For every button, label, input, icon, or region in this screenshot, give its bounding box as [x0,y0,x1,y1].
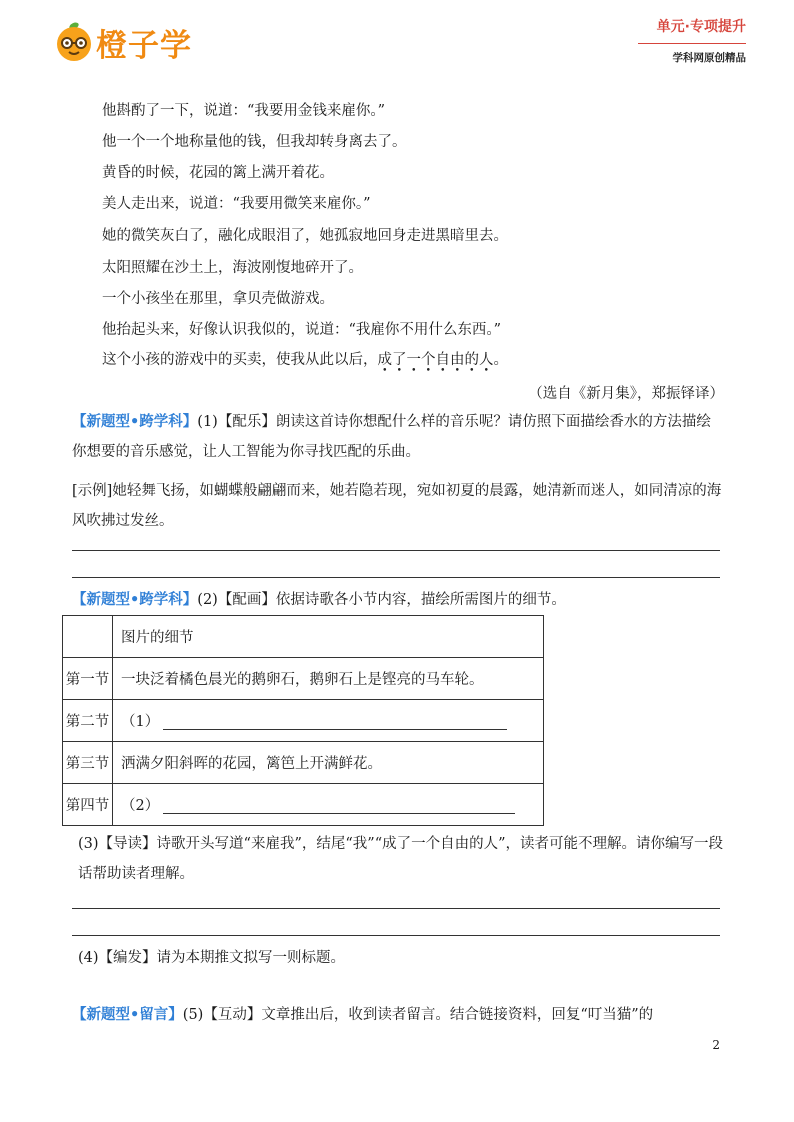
detail-cell: 洒满夕阳斜晖的花园，篱笆上开满鲜花。 [113,742,544,784]
poem-line: 她的微笑灰白了，融化成眼泪了，她孤寂地回身走进黑暗里去。 [102,228,508,244]
header-right [638,16,746,65]
poem-line: 美人走出来，说道：“我要用微笑来雇你。” [102,196,371,212]
poem-last-line [102,348,508,369]
answer-line[interactable] [72,577,720,578]
detail-cell: 一块泛着橘色晨光的鹅卵石，鹅卵石上是铿亮的马车轮。 [113,658,544,700]
table-header-row [63,616,544,658]
answer-line[interactable] [72,935,720,936]
answer-blank[interactable] [163,799,515,814]
blank-label: （1） [121,714,160,730]
poem-line: 一个小孩坐在那里，拿贝壳做游戏。 [102,291,334,307]
emphasis-char: 成 [377,352,392,368]
answer-line[interactable] [72,550,720,551]
table-header-cell: 图片的细节 [113,616,544,658]
unit-tag: 单元·专项提升 [656,19,746,35]
question-5-text: (5)【互动】文章推出后，收到读者留言。结合链接资料，回复“叮当猫”的 [182,1007,654,1023]
brand-name: 橙子学 [96,28,192,64]
question-tag: 【新题型•跨学科】 [72,591,198,608]
poem-last-line-prefix: 这个小孩的游戏中的买卖，使我从此以后， [102,352,378,368]
question-tag: 【新题型•留言】 [72,1006,183,1023]
question-3: (3)【导读】诗歌开头写道“来雇我”，结尾“我”“成了一个自由的人”，读者可能不理解。请你编写一段话帮助读者理解。 [78,836,724,882]
page-number: 2 [712,1038,720,1052]
emphasis-char: 一 [406,352,421,368]
table-header-cell [63,616,113,658]
question-1-text: (1)【配乐】朗读这首诗你想配什么样的音乐呢？请仿照下面描绘香水的方法描绘你想要的音乐感觉，让人工智能为你寻找匹配的乐曲。 [72,414,711,460]
poem-source: （选自《新月集》，郑振铎译） [528,386,724,402]
poem-line: 他抬起头来，好像认识我似的，说道：“我雇你不用什么东西。” [102,322,502,338]
poem-line: 他斟酌了一下，说道：“我要用金钱来雇你。” [102,103,386,119]
emphasis-char: 了 [392,352,407,368]
table-row [63,742,544,784]
source-tag: 学科网原创精品 [672,52,746,64]
emphasis-char: 个 [421,352,436,368]
question-5 [72,1000,722,1030]
section-cell: 第二节 [63,700,113,742]
poem-last-line-end: 。 [493,352,508,368]
question-1-example: [示例]她轻舞飞扬，如蝴蝶般翩翩而来，她若隐若现，宛如初夏的晨露，她清新而迷人，如同清凉的海风吹拂过发丝。 [72,483,722,529]
section-cell: 第三节 [63,742,113,784]
emphasis-char: 自 [435,352,450,368]
table-row [63,658,544,700]
emphasis-char: 的 [464,352,479,368]
detail-cell-blank [113,784,544,826]
detail-cell-blank [113,700,544,742]
poem-line: 黄昏的时候，花园的篱上满开着花。 [102,165,334,181]
orange-logo-icon [52,16,96,64]
question-4: (4)【编发】请为本期推文拟写一则标题。 [78,950,346,966]
blank-label: （2） [121,798,160,814]
table-row [63,700,544,742]
section-cell: 第四节 [63,784,113,826]
question-2 [72,585,722,615]
answer-blank[interactable] [163,715,507,730]
emphasis-char: 人 [479,352,494,368]
question-tag: 【新题型•跨学科】 [72,413,198,430]
answer-line[interactable] [72,908,720,909]
table-row [63,784,544,826]
poem-line: 他一个一个地称量他的钱，但我却转身离去了。 [102,134,407,150]
question-1 [72,407,722,467]
picture-detail-table [62,615,544,826]
question-2-text: (2)【配画】依据诗歌各小节内容，描绘所需图片的细节。 [197,592,566,608]
header-divider [638,43,746,44]
section-cell: 第一节 [63,658,113,700]
poem-line: 太阳照耀在沙土上，海波刚愎地碎开了。 [102,260,363,276]
emphasis-char: 由 [450,352,465,368]
